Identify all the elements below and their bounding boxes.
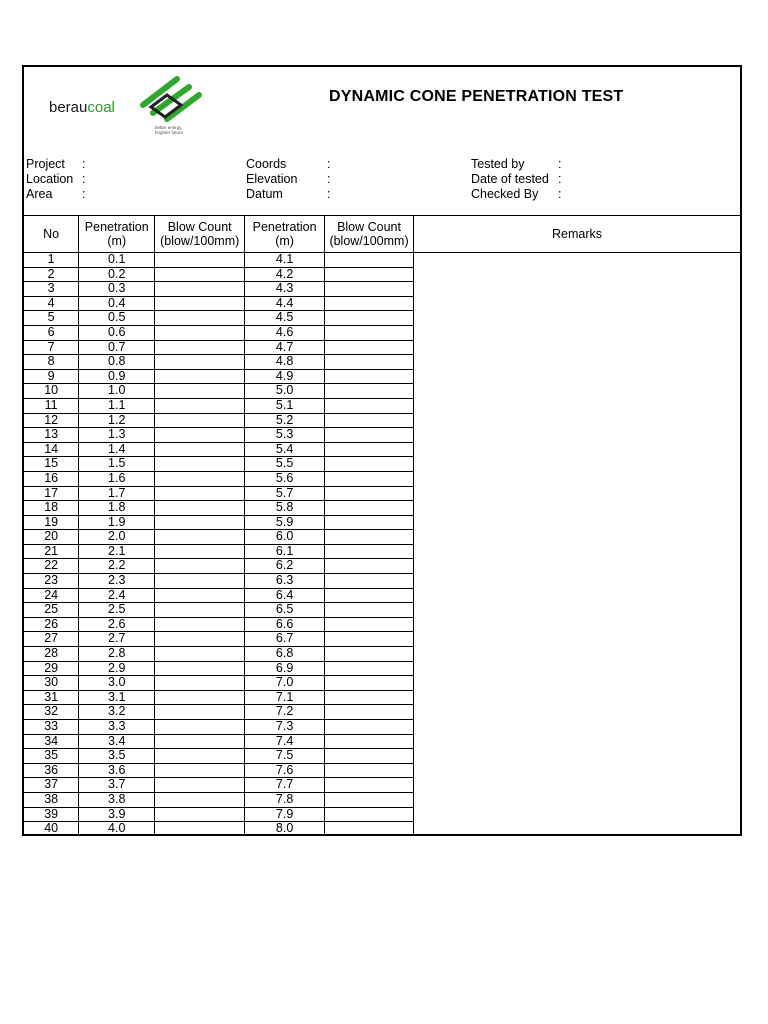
row-number-cell: 29: [24, 661, 79, 676]
penetration-cell: 5.3: [245, 428, 325, 443]
blow-count-cell[interactable]: [325, 486, 414, 501]
blow-count-cell[interactable]: [325, 253, 414, 268]
penetration-cell: 3.4: [79, 734, 155, 749]
blow-count-cell[interactable]: [155, 253, 245, 268]
blow-count-cell[interactable]: [155, 544, 245, 559]
blow-count-cell[interactable]: [155, 603, 245, 618]
info-label: Location: [26, 172, 74, 186]
penetration-cell: 2.1: [79, 544, 155, 559]
penetration-cell: 7.3: [245, 720, 325, 735]
penetration-cell: 0.6: [79, 325, 155, 340]
blow-count-cell[interactable]: [155, 384, 245, 399]
penetration-cell: 5.0: [245, 384, 325, 399]
penetration-cell: 8.0: [245, 822, 325, 836]
blow-count-cell[interactable]: [325, 384, 414, 399]
penetration-cell: 3.6: [79, 763, 155, 778]
blow-count-cell[interactable]: [325, 676, 414, 691]
remarks-cell[interactable]: [414, 253, 741, 836]
blow-count-cell[interactable]: [325, 807, 414, 822]
penetration-cell: 3.0: [79, 676, 155, 691]
blow-count-cell[interactable]: [155, 530, 245, 545]
blow-count-cell[interactable]: [155, 559, 245, 574]
blow-count-cell[interactable]: [155, 311, 245, 326]
penetration-cell: 2.2: [79, 559, 155, 574]
penetration-cell: 0.8: [79, 355, 155, 370]
row-number-cell: 13: [24, 428, 79, 443]
row-number-cell: 22: [24, 559, 79, 574]
penetration-cell: 5.9: [245, 515, 325, 530]
penetration-cell: 7.8: [245, 792, 325, 807]
blow-count-cell[interactable]: [155, 690, 245, 705]
row-number-cell: 40: [24, 822, 79, 836]
info-column-project: Project : Location : Area :: [26, 157, 86, 201]
form-header: [24, 67, 740, 216]
penetration-cell: 2.3: [79, 574, 155, 589]
penetration-cell: 2.5: [79, 603, 155, 618]
blow-count-cell[interactable]: [325, 792, 414, 807]
blow-count-cell[interactable]: [155, 355, 245, 370]
row-number-cell: 39: [24, 807, 79, 822]
header-blow-count-1: Blow Count (blow/100mm): [155, 215, 245, 253]
penetration-cell: 5.5: [245, 457, 325, 472]
blow-count-cell[interactable]: [155, 515, 245, 530]
blow-count-cell[interactable]: [325, 632, 414, 647]
blow-count-cell[interactable]: [325, 763, 414, 778]
penetration-cell: 7.2: [245, 705, 325, 720]
row-number-cell: 18: [24, 501, 79, 516]
penetration-cell: 7.6: [245, 763, 325, 778]
penetration-cell: 7.7: [245, 778, 325, 793]
blow-count-cell[interactable]: [155, 442, 245, 457]
info-label: Area: [26, 187, 53, 201]
penetration-cell: 1.3: [79, 428, 155, 443]
row-number-cell: 28: [24, 647, 79, 662]
penetration-cell: 6.9: [245, 661, 325, 676]
penetration-cell: 4.1: [245, 253, 325, 268]
blow-count-cell[interactable]: [155, 763, 245, 778]
blow-count-cell[interactable]: [155, 428, 245, 443]
penetration-cell: 1.1: [79, 398, 155, 413]
row-number-cell: 36: [24, 763, 79, 778]
blow-count-cell[interactable]: [155, 705, 245, 720]
row-number-cell: 37: [24, 778, 79, 793]
blow-count-cell[interactable]: [325, 355, 414, 370]
penetration-cell: 3.9: [79, 807, 155, 822]
penetration-cell: 0.9: [79, 369, 155, 384]
blow-count-cell[interactable]: [325, 501, 414, 516]
blow-count-cell[interactable]: [155, 807, 245, 822]
penetration-cell: 0.2: [79, 267, 155, 282]
blow-count-cell[interactable]: [325, 340, 414, 355]
row-number-cell: 19: [24, 515, 79, 530]
blow-count-cell[interactable]: [325, 530, 414, 545]
penetration-cell: 2.6: [79, 617, 155, 632]
blow-count-cell[interactable]: [155, 369, 245, 384]
blow-count-cell[interactable]: [155, 574, 245, 589]
row-number-cell: 15: [24, 457, 79, 472]
penetration-cell: 1.8: [79, 501, 155, 516]
blow-count-cell[interactable]: [325, 588, 414, 603]
row-number-cell: 14: [24, 442, 79, 457]
penetration-cell: 2.8: [79, 647, 155, 662]
blow-count-cell[interactable]: [155, 822, 245, 836]
blow-count-cell[interactable]: [325, 296, 414, 311]
blow-count-cell[interactable]: [325, 559, 414, 574]
row-number-cell: 25: [24, 603, 79, 618]
penetration-cell: 2.4: [79, 588, 155, 603]
blow-count-cell[interactable]: [155, 398, 245, 413]
penetration-cell: 6.8: [245, 647, 325, 662]
row-number-cell: 38: [24, 792, 79, 807]
row-number-cell: 31: [24, 690, 79, 705]
blow-count-cell[interactable]: [155, 661, 245, 676]
blow-count-cell[interactable]: [325, 574, 414, 589]
penetration-cell: 5.7: [245, 486, 325, 501]
blow-count-cell[interactable]: [325, 734, 414, 749]
blow-count-cell[interactable]: [155, 647, 245, 662]
penetration-cell: 5.6: [245, 471, 325, 486]
blow-count-cell[interactable]: [325, 720, 414, 735]
blow-count-cell[interactable]: [325, 603, 414, 618]
penetration-cell: 1.5: [79, 457, 155, 472]
info-column-tested: Tested by : Date of tested : Checked By :: [471, 157, 562, 201]
header-remarks: Remarks: [414, 215, 741, 253]
blow-count-cell[interactable]: [155, 471, 245, 486]
penetration-cell: 3.5: [79, 749, 155, 764]
blow-count-cell[interactable]: [155, 413, 245, 428]
blow-count-cell[interactable]: [325, 282, 414, 297]
penetration-cell: 4.2: [245, 267, 325, 282]
penetration-cell: 0.3: [79, 282, 155, 297]
penetration-cell: 6.6: [245, 617, 325, 632]
row-number-cell: 5: [24, 311, 79, 326]
row-number-cell: 9: [24, 369, 79, 384]
row-number-cell: 16: [24, 471, 79, 486]
penetration-cell: 4.7: [245, 340, 325, 355]
blow-count-cell[interactable]: [155, 457, 245, 472]
row-number-cell: 21: [24, 544, 79, 559]
penetration-cell: 7.5: [245, 749, 325, 764]
blow-count-cell[interactable]: [325, 428, 414, 443]
penetration-cell: 6.5: [245, 603, 325, 618]
info-label: Checked By: [471, 187, 539, 201]
blow-count-cell[interactable]: [325, 705, 414, 720]
row-number-cell: 17: [24, 486, 79, 501]
row-number-cell: 11: [24, 398, 79, 413]
blow-count-cell[interactable]: [325, 647, 414, 662]
penetration-cell: 6.1: [245, 544, 325, 559]
penetration-cell: 6.4: [245, 588, 325, 603]
penetration-cell: 7.9: [245, 807, 325, 822]
header-blow-count-2: Blow Count (blow/100mm): [325, 215, 414, 253]
row-number-cell: 34: [24, 734, 79, 749]
row-number-cell: 2: [24, 267, 79, 282]
penetration-cell: 0.5: [79, 311, 155, 326]
blow-count-cell[interactable]: [325, 515, 414, 530]
penetration-cell: 4.0: [79, 822, 155, 836]
penetration-cell: 6.7: [245, 632, 325, 647]
penetration-cell: 5.2: [245, 413, 325, 428]
table-row: [24, 253, 740, 268]
blow-count-cell[interactable]: [325, 311, 414, 326]
row-number-cell: 6: [24, 325, 79, 340]
penetration-cell: 4.9: [245, 369, 325, 384]
row-number-cell: 12: [24, 413, 79, 428]
blow-count-cell[interactable]: [325, 778, 414, 793]
blow-count-cell[interactable]: [155, 340, 245, 355]
blow-count-cell[interactable]: [155, 734, 245, 749]
row-number-cell: 4: [24, 296, 79, 311]
info-label: Project: [26, 157, 65, 171]
row-number-cell: 10: [24, 384, 79, 399]
info-label: Tested by: [471, 157, 525, 171]
info-column-coords: Coords : Elevation : Datum :: [246, 157, 331, 201]
table-body: [24, 253, 740, 836]
row-number-cell: 33: [24, 720, 79, 735]
penetration-cell: 3.2: [79, 705, 155, 720]
penetration-cell: 1.4: [79, 442, 155, 457]
penetration-cell: 5.4: [245, 442, 325, 457]
penetration-table: [24, 215, 740, 836]
blow-count-cell[interactable]: [155, 720, 245, 735]
row-number-cell: 27: [24, 632, 79, 647]
header-penetration-1: Penetration (m): [79, 215, 155, 253]
blow-count-cell[interactable]: [155, 676, 245, 691]
row-number-cell: 1: [24, 253, 79, 268]
blow-count-cell[interactable]: [155, 282, 245, 297]
info-label: Elevation: [246, 172, 298, 186]
penetration-cell: 0.4: [79, 296, 155, 311]
blow-count-cell[interactable]: [325, 325, 414, 340]
form-sheet: [22, 65, 742, 836]
blow-count-cell[interactable]: [155, 588, 245, 603]
logo-tagline: better energy, brighter future: [155, 125, 184, 135]
penetration-cell: 1.2: [79, 413, 155, 428]
blow-count-cell[interactable]: [155, 632, 245, 647]
company-logo: [49, 75, 199, 145]
blow-count-cell[interactable]: [155, 617, 245, 632]
row-number-cell: 7: [24, 340, 79, 355]
penetration-cell: 0.7: [79, 340, 155, 355]
penetration-cell: 5.1: [245, 398, 325, 413]
penetration-cell: 1.9: [79, 515, 155, 530]
penetration-cell: 4.3: [245, 282, 325, 297]
row-number-cell: 23: [24, 574, 79, 589]
penetration-cell: 4.8: [245, 355, 325, 370]
blow-count-cell[interactable]: [155, 749, 245, 764]
blow-count-cell[interactable]: [325, 457, 414, 472]
penetration-cell: 4.6: [245, 325, 325, 340]
penetration-cell: 3.1: [79, 690, 155, 705]
row-number-cell: 8: [24, 355, 79, 370]
blow-count-cell[interactable]: [325, 822, 414, 836]
blow-count-cell[interactable]: [325, 442, 414, 457]
penetration-cell: 2.7: [79, 632, 155, 647]
blow-count-cell[interactable]: [155, 267, 245, 282]
blow-count-cell[interactable]: [325, 267, 414, 282]
penetration-cell: 1.0: [79, 384, 155, 399]
blow-count-cell[interactable]: [155, 486, 245, 501]
penetration-cell: 1.6: [79, 471, 155, 486]
table-header-row: [24, 215, 740, 253]
penetration-cell: 3.7: [79, 778, 155, 793]
penetration-cell: 7.0: [245, 676, 325, 691]
row-number-cell: 20: [24, 530, 79, 545]
penetration-cell: 7.4: [245, 734, 325, 749]
penetration-cell: 3.3: [79, 720, 155, 735]
info-label: Coords: [246, 157, 287, 171]
penetration-cell: 3.8: [79, 792, 155, 807]
info-label: Date of tested: [471, 172, 549, 186]
penetration-cell: 4.5: [245, 311, 325, 326]
penetration-cell: 4.4: [245, 296, 325, 311]
blow-count-cell[interactable]: [325, 369, 414, 384]
logo-mark-icon: [137, 75, 207, 123]
blow-count-cell[interactable]: [325, 544, 414, 559]
penetration-cell: 6.0: [245, 530, 325, 545]
row-number-cell: 32: [24, 705, 79, 720]
logo-wordmark: beraucoal: [49, 99, 115, 116]
blow-count-cell[interactable]: [325, 471, 414, 486]
blow-count-cell[interactable]: [325, 413, 414, 428]
penetration-cell: 7.1: [245, 690, 325, 705]
row-number-cell: 26: [24, 617, 79, 632]
row-number-cell: 30: [24, 676, 79, 691]
penetration-cell: 1.7: [79, 486, 155, 501]
header-no: No: [24, 215, 79, 253]
penetration-cell: 0.1: [79, 253, 155, 268]
penetration-cell: 2.9: [79, 661, 155, 676]
blow-count-cell[interactable]: [325, 617, 414, 632]
blow-count-cell[interactable]: [155, 792, 245, 807]
info-label: Datum: [246, 187, 283, 201]
blow-count-cell[interactable]: [155, 296, 245, 311]
header-penetration-2: Penetration (m): [245, 215, 325, 253]
row-number-cell: 35: [24, 749, 79, 764]
row-number-cell: 3: [24, 282, 79, 297]
penetration-cell: 5.8: [245, 501, 325, 516]
blow-count-cell[interactable]: [155, 325, 245, 340]
penetration-cell: 2.0: [79, 530, 155, 545]
blow-count-cell[interactable]: [325, 749, 414, 764]
form-title: DYNAMIC CONE PENETRATION TEST: [329, 88, 624, 105]
penetration-cell: 6.2: [245, 559, 325, 574]
blow-count-cell[interactable]: [155, 501, 245, 516]
blow-count-cell[interactable]: [155, 778, 245, 793]
row-number-cell: 24: [24, 588, 79, 603]
blow-count-cell[interactable]: [325, 398, 414, 413]
blow-count-cell[interactable]: [325, 690, 414, 705]
penetration-cell: 6.3: [245, 574, 325, 589]
blow-count-cell[interactable]: [325, 661, 414, 676]
